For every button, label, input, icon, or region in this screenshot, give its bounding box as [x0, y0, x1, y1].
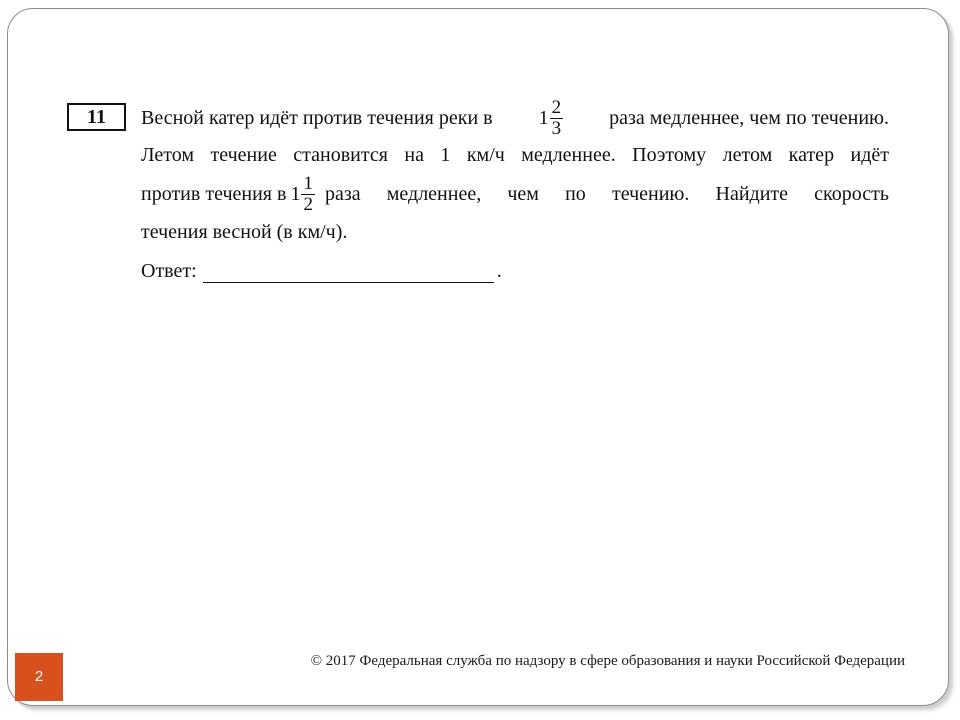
answer-blank-line[interactable] [203, 260, 494, 283]
fraction-numerator: 1 [303, 172, 313, 194]
footer-copyright: © 2017 Федеральная служба по надзору в сфере образования и науки Российской Федерации [310, 653, 905, 669]
fraction-denominator: 3 [551, 117, 562, 139]
problem-line-3 [141, 174, 889, 214]
slide-number-badge: 2 [15, 653, 63, 701]
fraction-denominator: 2 [303, 193, 313, 215]
answer-period: . [496, 260, 502, 282]
problem-line-4-text: течения весной (в км/ч). [141, 221, 348, 243]
fraction [301, 172, 315, 215]
problem-line-3-start: против течения в [141, 182, 287, 205]
answer-label: Ответ: [141, 260, 197, 282]
problem-line-1 [141, 96, 889, 139]
problem-text [141, 96, 889, 251]
mixed-number-whole: 1 [290, 182, 301, 205]
answer-row [141, 260, 502, 283]
mixed-number-one-and-one-half [290, 172, 315, 215]
task-number-box: 11 [67, 103, 126, 131]
problem-line-1-end: раза медленнее, чем по течению. [609, 106, 889, 129]
problem-line-2-text: Летом течение становится на 1 км/ч медленнее. Поэтому летом катер идёт [141, 144, 889, 166]
fraction [550, 96, 564, 139]
problem-line-4 [141, 214, 889, 251]
fraction-numerator: 2 [551, 96, 562, 118]
mixed-number-one-and-two-thirds [538, 96, 564, 139]
problem-line-1-start: Весной катер идёт против течения реки в [141, 106, 493, 129]
problem-line-3-end: раза медленнее, чем по течению. Найдите скорость [324, 182, 889, 205]
mixed-number-whole: 1 [538, 106, 549, 129]
problem-line-2 [141, 137, 889, 174]
